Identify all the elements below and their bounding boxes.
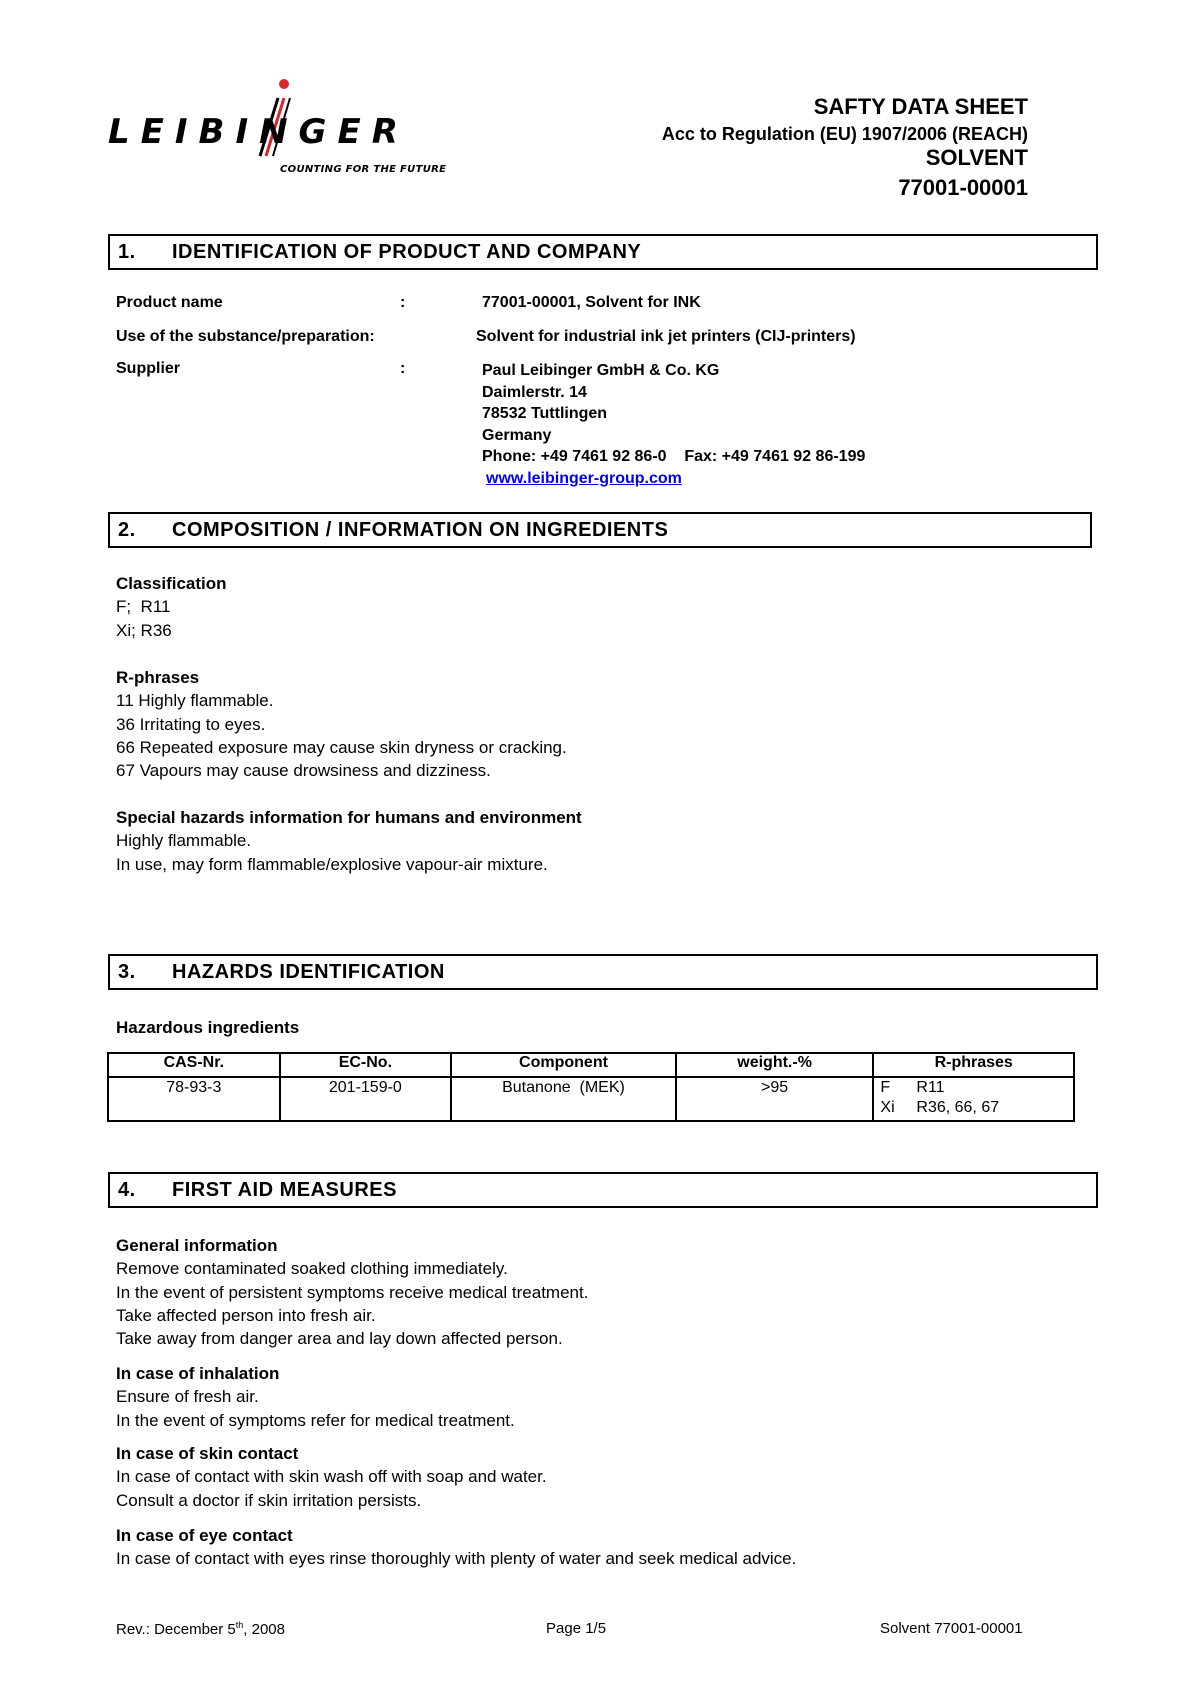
- hazard-symbol: Xi: [880, 1099, 895, 1116]
- supplier-label: Supplier: [116, 360, 181, 377]
- eye-contact-block: [116, 1524, 796, 1571]
- inhalation-line: In the event of symptoms refer for medical treatment.: [116, 1410, 515, 1430]
- product-code: 77001-00001: [898, 175, 1028, 200]
- special-hazards-heading: Special hazards information for humans and environment: [116, 808, 582, 827]
- supplier-line: Germany: [482, 426, 552, 444]
- skin-contact-line: In case of contact with skin wash off with soap and water.: [116, 1467, 547, 1487]
- section-title: HAZARDS IDENTIFICATION: [172, 961, 445, 983]
- section-1-header: [108, 234, 1098, 270]
- cas-cell: 78-93-3: [108, 1077, 280, 1121]
- colon: :: [400, 360, 406, 377]
- website-link[interactable]: www.leibinger-group.com: [486, 469, 682, 487]
- eye-contact-heading: In case of eye contact: [116, 1526, 293, 1545]
- general-information-heading: General information: [116, 1236, 278, 1255]
- logo-tagline: COUNTING FOR THE FUTURE: [280, 164, 447, 175]
- general-information-line: Take away from danger area and lay down affected person.: [116, 1329, 563, 1349]
- column-header: R-phrases: [873, 1053, 1074, 1077]
- classification-block: [116, 572, 227, 642]
- section-number: 4.: [118, 1179, 136, 1201]
- hazardous-ingredients-heading: [116, 1016, 299, 1039]
- column-header: CAS-Nr.: [108, 1053, 280, 1077]
- general-information-block: [116, 1234, 588, 1350]
- general-information-line: In the event of persistent symptoms receive medical treatment.: [116, 1282, 589, 1302]
- supplier-address: [482, 360, 865, 489]
- revision-ordinal: th: [235, 1620, 244, 1630]
- hazardous-ingredients-label: Hazardous ingredients: [116, 1018, 300, 1037]
- table-header-row: [108, 1053, 1074, 1077]
- classification-heading: Classification: [116, 574, 227, 593]
- section-4-header: [108, 1172, 1098, 1208]
- rphrases-heading: R-phrases: [116, 668, 200, 687]
- weight-cell: >95: [676, 1077, 874, 1121]
- page-number: Page 1/5: [546, 1620, 607, 1637]
- special-hazards-block: [116, 806, 582, 876]
- table-row: [108, 1077, 1074, 1121]
- hazard-symbol: F: [880, 1079, 891, 1096]
- revision-date: [116, 1620, 285, 1638]
- section-title: COMPOSITION / INFORMATION ON INGREDIENTS: [172, 519, 669, 541]
- component-cell: Butanone (MEK): [451, 1077, 676, 1121]
- special-hazards-line: Highly flammable.: [116, 831, 252, 851]
- special-hazards-line: In use, may form flammable/explosive vapour-air mixture.: [116, 854, 548, 874]
- section-2-header: [108, 512, 1092, 548]
- inhalation-line: Ensure of fresh air.: [116, 1387, 259, 1407]
- section-number: 1.: [118, 241, 136, 263]
- supplier-line: Daimlerstr. 14: [482, 383, 587, 401]
- section-title: IDENTIFICATION OF PRODUCT AND COMPANY: [172, 241, 642, 263]
- supplier-line: 78532 Tuttlingen: [482, 405, 608, 422]
- rphrase-line: 11 Highly flammable.: [116, 691, 274, 711]
- classification-line: F; R11: [116, 597, 171, 617]
- supplier-line: Paul Leibinger GmbH & Co. KG: [482, 362, 720, 379]
- ec-cell: 201-159-0: [280, 1077, 452, 1121]
- product-title: SOLVENT: [925, 145, 1028, 170]
- rphrase-line: 66 Repeated exposure may cause skin dryness or cracking.: [116, 737, 567, 757]
- logo-wordmark: LEIBINGER: [108, 112, 409, 152]
- use-label: Use of the substance/preparation:: [116, 328, 375, 345]
- supplier-phone-fax: Phone: +49 7461 92 86-0 Fax: +49 7461 92 86-199: [482, 448, 866, 465]
- section-number: 3.: [118, 961, 136, 983]
- rphrases-block: [116, 666, 567, 782]
- product-name-label: Product name: [116, 294, 223, 311]
- product-name-value: 77001-00001, Solvent for INK: [482, 294, 701, 311]
- inhalation-block: [116, 1362, 515, 1432]
- inhalation-heading: In case of inhalation: [116, 1364, 280, 1383]
- rphrases-cell: [873, 1077, 1074, 1121]
- hazardous-ingredients-table: [107, 1052, 1075, 1122]
- regulation-line: Acc to Regulation (EU) 1907/2006 (REACH): [661, 124, 1028, 144]
- classification-line: Xi; R36: [116, 620, 172, 640]
- section-number: 2.: [118, 519, 136, 541]
- document-title: SAFTY DATA SHEET: [813, 94, 1028, 119]
- use-value: Solvent for industrial ink jet printers (CIJ-printers): [476, 328, 856, 345]
- section-title: FIRST AID MEASURES: [172, 1179, 397, 1201]
- column-header: Component: [451, 1053, 676, 1077]
- column-header: EC-No.: [280, 1053, 452, 1077]
- rphrase-line: 36 Irritating to eyes.: [116, 714, 266, 734]
- colon: :: [400, 294, 406, 311]
- revision-text: Rev.: December 5: [116, 1621, 236, 1638]
- skin-contact-heading: In case of skin contact: [116, 1444, 299, 1463]
- general-information-line: Remove contaminated soaked clothing immediately.: [116, 1259, 508, 1279]
- revision-year: , 2008: [243, 1621, 285, 1638]
- general-information-line: Take affected person into fresh air.: [116, 1305, 376, 1325]
- skin-contact-line: Consult a doctor if skin irritation persists.: [116, 1490, 422, 1510]
- hazard-phrases: R36, 66, 67: [916, 1099, 1000, 1116]
- eye-contact-line: In case of contact with eyes rinse thoroughly with plenty of water and seek medical advice.: [116, 1549, 797, 1569]
- column-header: weight.-%: [676, 1053, 874, 1077]
- skin-contact-block: [116, 1442, 547, 1512]
- hazard-phrases: R11: [916, 1079, 945, 1096]
- document-reference: Solvent 77001-00001: [880, 1620, 1023, 1637]
- section-3-header: [108, 954, 1098, 990]
- rphrase-line: 67 Vapours may cause drowsiness and dizziness.: [116, 761, 491, 781]
